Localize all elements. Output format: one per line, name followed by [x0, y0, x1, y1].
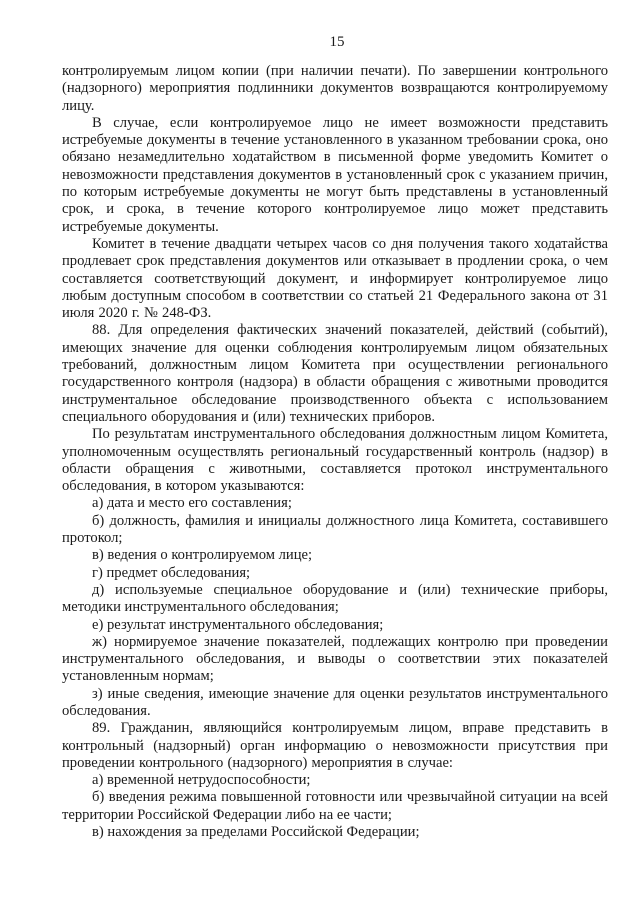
list-item: а) дата и место его составления; — [92, 495, 292, 512]
paragraph-88: 88. Для определения фактических значений показателей, действий (событий), имеющих значение для оценки соблюдения контролируемым лицом обязательных требований, должностным лицом Комитета при осуществлении регионального государственного контроля (надзора) в области обращения с животными проводится инструментальное обследование производственного объекта с использованием специального оборудования и (или) технических приборов. — [62, 322, 608, 425]
list-item: з) иные сведения, имеющие значение для оценки результатов инструментального обследования. — [62, 685, 608, 719]
list-item: е) результат инструментального обследования; — [92, 616, 384, 633]
page-number: 15 — [329, 34, 345, 50]
paragraph-extension: Комитет в течение двадцати четырех часов со дня получения такого ходатайства продлевает срок представления документов или отказывает в продлении срока, о чем составляется соответствующий документ, и информирует контролируемое лицо любым доступным способом в соответствии со статьей 21 Федерального закона от 31 июля 2020 г. № 248-ФЗ. — [62, 235, 608, 322]
paragraph-continuation: контролируемым лицом копии (при наличии печати). По завершении контрольного (надзорного) мероприятия подлинники документов возвращаются контролируемому лицу. — [62, 63, 608, 114]
list-item: д) используемые специальное оборудование и (или) технические приборы, методики инструментального обследования; — [62, 581, 608, 616]
list-item: ж) нормируемое значение показателей, подлежащих контролю при проведении инструментального обследования, и выводы о соответствии этих показателей установленным нормам; — [62, 633, 608, 685]
paragraph-deadline-notice: В случае, если контролируемое лицо не имеет возможности представить истребуемые документы в течение установленного в указанном требовании срока, оно обязано незамедлительно ходатайством в письменной форме уведомить Комитет о невозможности представления документов в установленный срок с указанием причин, по которым истребуемые документы не могут быть представлены в установленный срок, и срока, в течение которого контролируемое лицо может представить истребуемые документы. — [62, 114, 608, 235]
list-item: б) должность, фамилия и инициалы должностного лица Комитета, составившего протокол; — [62, 512, 608, 547]
list-item: в) нахождения за пределами Российской Федерации; — [92, 824, 420, 841]
paragraph-protocol: По результатам инструментального обследования должностным лицом Комитета, уполномоченным осуществлять региональный государственный контроль (надзор) в области обращения с животными, составляется протокол инструментального обследования, в котором указываются: — [62, 426, 608, 495]
paragraph-89: 89. Гражданин, являющийся контролируемым лицом, вправе представить в контрольный (надзорный) орган информацию о невозможности присутствия при проведении контрольного (надзорного) мероприятия в случае: — [62, 720, 608, 771]
list-item: а) временной нетрудоспособности; — [92, 772, 311, 789]
list-item: б) введения режима повышенной готовности или чрезвычайной ситуации на всей территории Российской Федерации либо на ее части; — [62, 789, 608, 823]
list-item: в) ведения о контролируемом лице; — [92, 547, 313, 564]
list-item: г) предмет обследования; — [92, 564, 251, 581]
